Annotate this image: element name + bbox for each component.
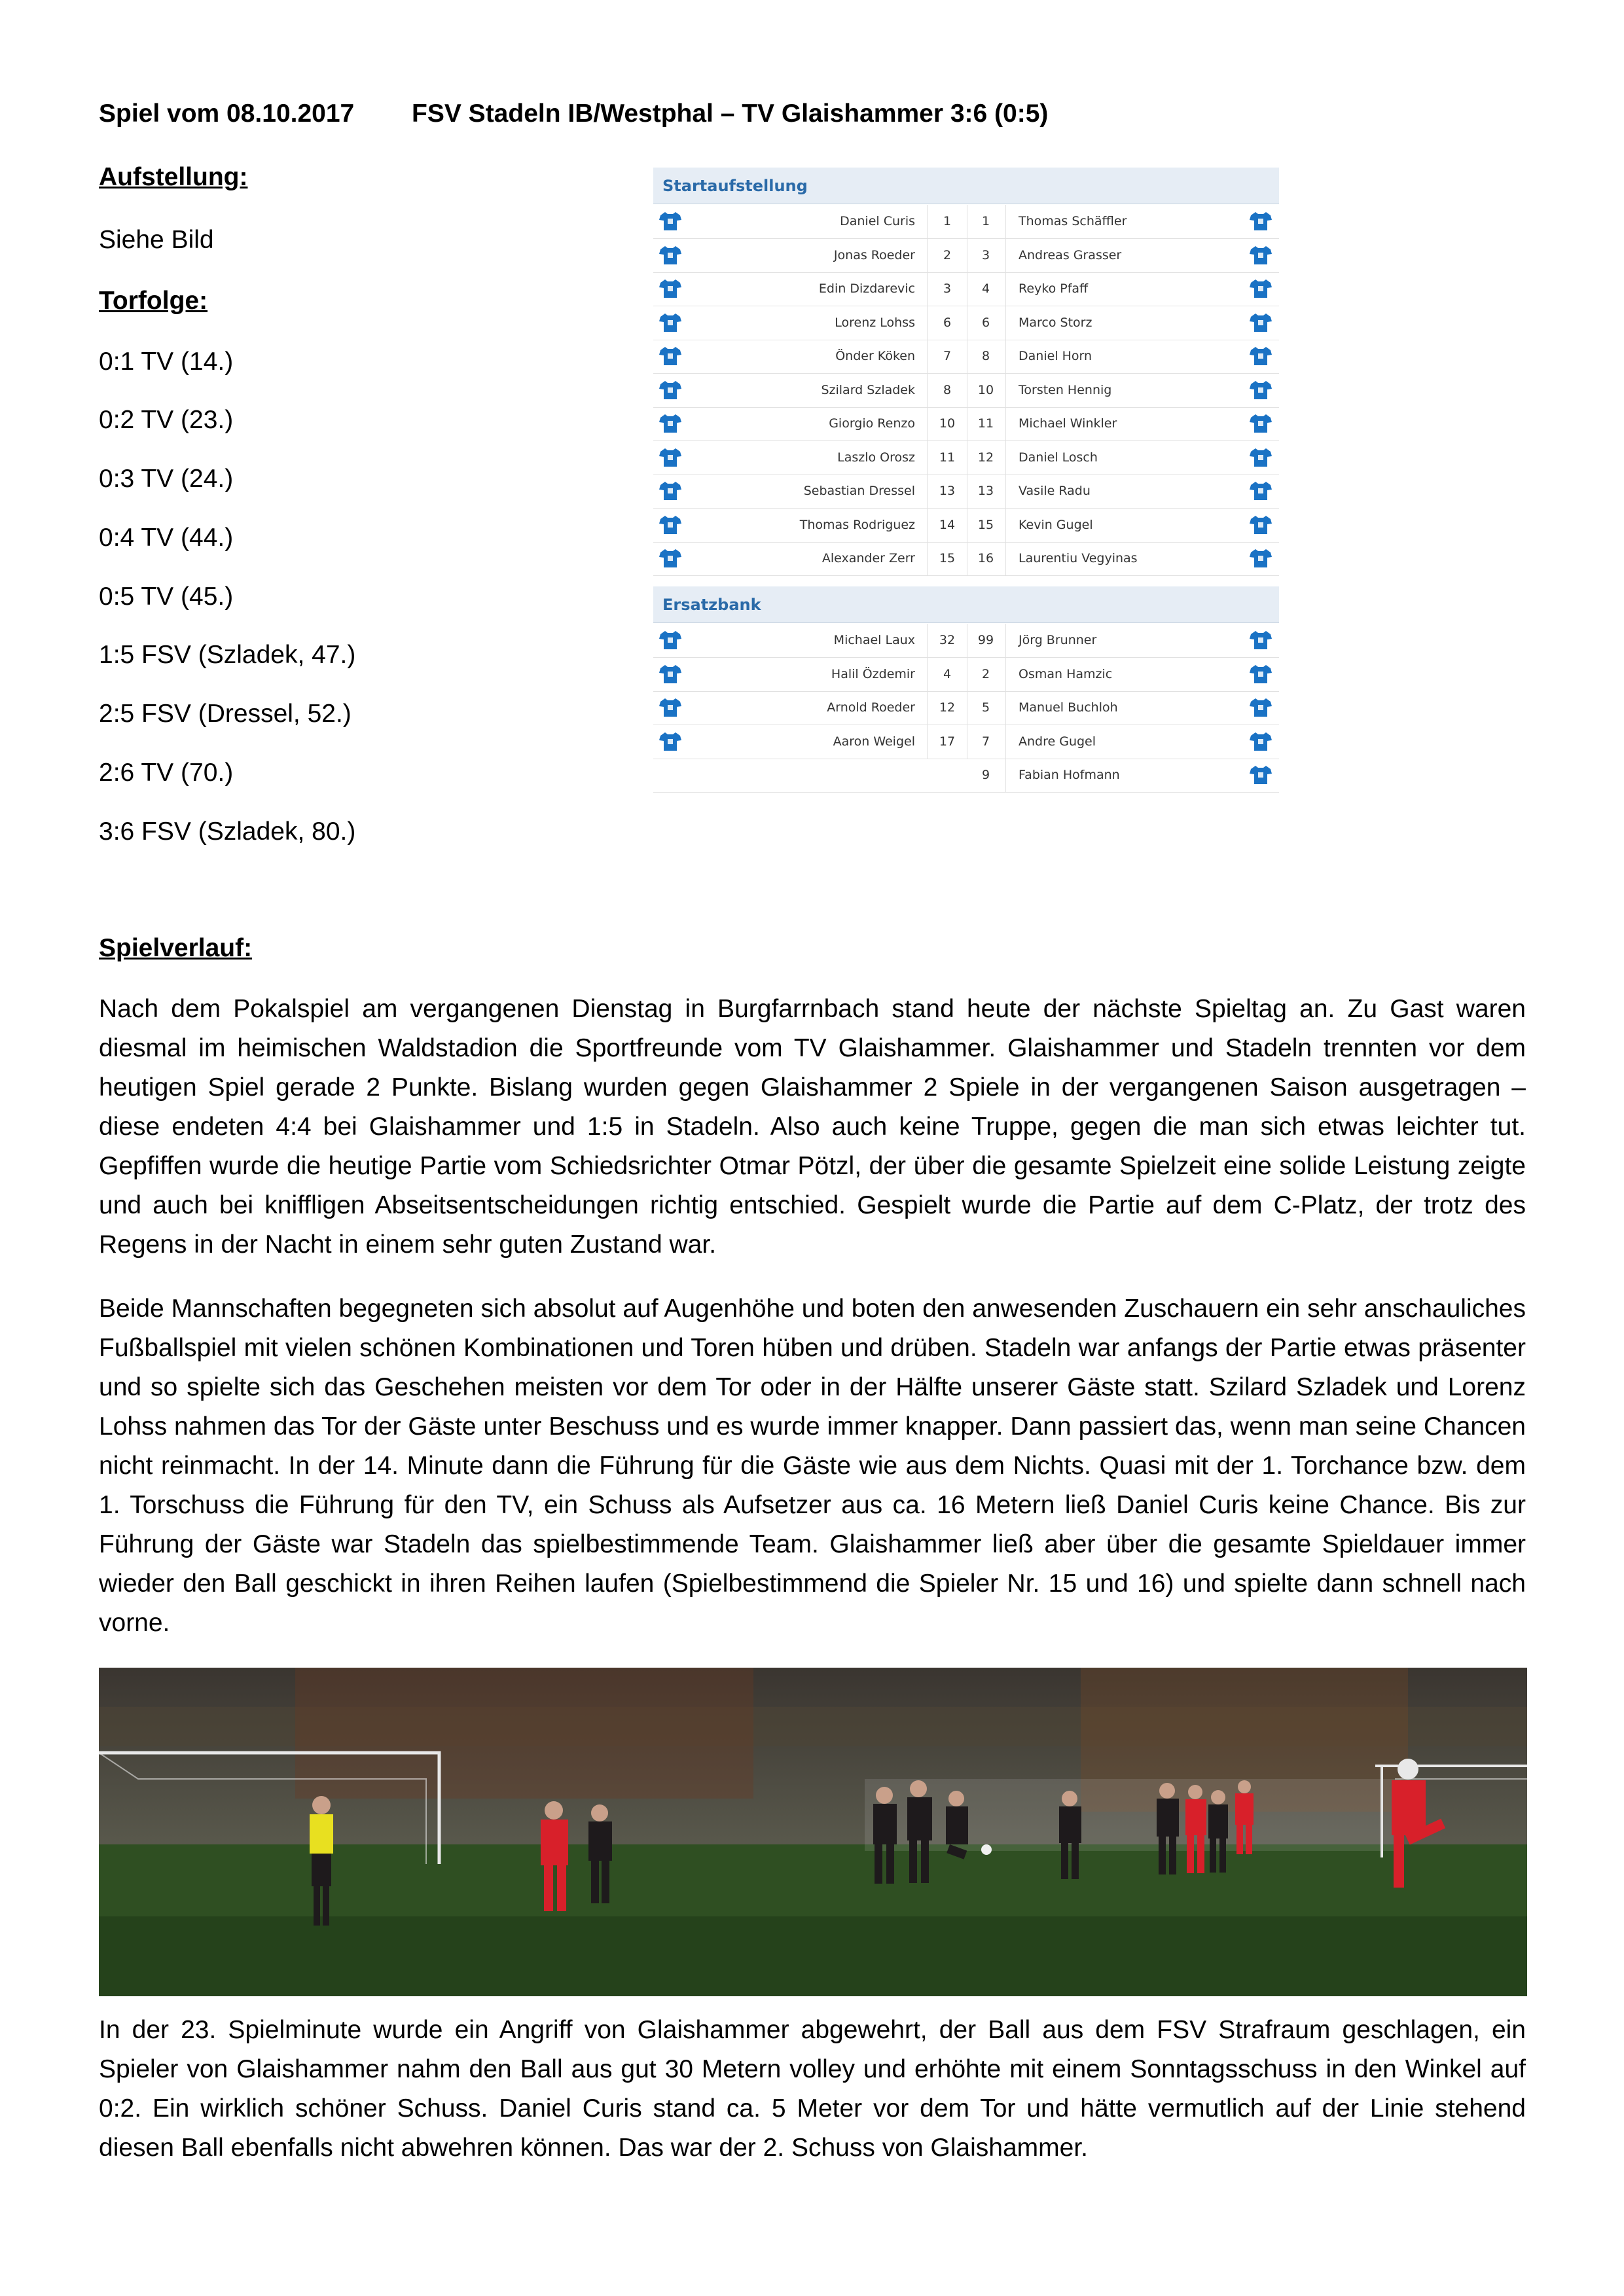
home-player-number: 32: [927, 624, 967, 657]
jersey-icon: [1249, 380, 1272, 401]
away-player-name: Daniel Horn: [1019, 349, 1092, 363]
away-player-name: Laurentiu Vegyinas: [1019, 551, 1138, 565]
home-player-name: Önder Köken: [835, 349, 915, 363]
jersey-icon: [659, 346, 682, 367]
jersey-icon: [1249, 731, 1272, 752]
home-player-name: Michael Laux: [833, 633, 915, 647]
lineup-row: [653, 542, 1279, 576]
lineup-row: [653, 475, 1279, 509]
home-player-name: Giorgio Renzo: [829, 416, 915, 431]
jersey-icon: [1249, 211, 1272, 232]
jersey-icon: [1249, 278, 1272, 299]
away-player-name: Reyko Pfaff: [1019, 281, 1089, 296]
away-player-number: 2: [966, 658, 1006, 691]
jersey-icon: [1249, 413, 1272, 434]
away-player-number: 4: [966, 272, 1006, 306]
away-player-number: 11: [966, 407, 1006, 440]
away-player-number: 13: [966, 475, 1006, 508]
match-result: FSV Stadeln IB/Westphal – TV Glaishammer 3:6 (0:5): [412, 99, 1049, 128]
report-paragraph: Nach dem Pokalspiel am vergangenen Dienstag in Burgfarrnbach stand heute der nächste Spieltag an. Zu Gast waren diesmal im heimischen Waldstadion die Sportfreunde vom TV Glaishammer. Glaishammer und Stadeln trennten vor dem heutigen Spiel gerade 2 Punkte. Bislang wurden gegen Glaishammer 2 Spiele in der vergangenen Saison ausgetragen – diese endeten 4:4 bei Glaishammer und 1:5 in Stadeln. Also auch keine Truppe, gegen die man sich etwas leichter tut. Gepfiffen wurde die heutige Partie vom Schiedsrichter Otmar Pötzl, der über die gesamte Spielzeit eine solide Leistung zeigte und auch bei kniffligen Abseitsentscheidungen richtig entschied. Gespielt wurde die Partie auf dem C-Platz, der trotz des Regens in der Nacht in einem sehr guten Zustand war.: [99, 995, 1526, 1259]
jersey-icon: [659, 480, 682, 501]
away-player-number: 5: [966, 691, 1006, 725]
home-player-number: 15: [927, 542, 967, 575]
away-player-name: Thomas Schäffler: [1019, 214, 1127, 228]
home-player-number: 1: [927, 205, 967, 238]
home-player-name: Laszlo Orosz: [837, 450, 915, 465]
lineup-row: [653, 441, 1279, 475]
match-photo-illustration: [99, 1668, 1527, 1996]
goal-entry: 0:1 TV (14.): [99, 348, 234, 376]
home-player-number: 14: [927, 509, 967, 542]
away-player-name: Fabian Hofmann: [1019, 768, 1120, 782]
goal-entry: 3:6 FSV (Szladek, 80.): [99, 817, 356, 846]
home-player-name: Halil Özdemir: [831, 666, 915, 681]
bench-header: Ersatzbank: [653, 586, 1279, 623]
jersey-icon: [659, 312, 682, 333]
home-player-name: Jonas Roeder: [833, 247, 915, 262]
lineup-row: [653, 759, 1279, 793]
jersey-icon: [659, 447, 682, 468]
home-player-name: Sebastian Dressel: [803, 484, 915, 498]
goal-entry: 2:5 FSV (Dressel, 52.): [99, 700, 352, 728]
jersey-icon: [659, 413, 682, 434]
jersey-icon: [659, 211, 682, 232]
away-player-number: 7: [966, 725, 1006, 759]
away-player-number: 12: [966, 441, 1006, 475]
home-player-number: 13: [927, 475, 967, 508]
away-player-number: 3: [966, 239, 1006, 272]
jersey-icon: [1249, 697, 1272, 718]
lineup-row: [653, 239, 1279, 273]
home-player-number: 10: [927, 407, 967, 440]
home-player-number: 17: [927, 725, 967, 759]
match-header: [99, 99, 1049, 128]
lineup-row: [653, 725, 1279, 759]
aufstellung-title: Aufstellung:: [99, 163, 248, 191]
away-player-number: 99: [966, 624, 1006, 657]
home-player-number: 7: [927, 340, 967, 373]
goal-entry: 0:4 TV (44.): [99, 524, 234, 552]
ball: [981, 1844, 992, 1855]
away-player-number: 10: [966, 374, 1006, 407]
home-player-number: 8: [927, 374, 967, 407]
aufstellung-text: Siehe Bild: [99, 226, 214, 254]
away-player-name: Kevin Gugel: [1019, 517, 1093, 532]
lineup-table: [653, 168, 1279, 794]
home-player-number: 12: [927, 691, 967, 725]
home-player-name: Lorenz Lohss: [835, 315, 915, 330]
away-player-name: Jörg Brunner: [1019, 633, 1097, 647]
home-player-name: Thomas Rodriguez: [799, 517, 915, 532]
away-player-name: Michael Winkler: [1019, 416, 1117, 431]
jersey-icon: [659, 380, 682, 401]
away-player-name: Vasile Radu: [1019, 484, 1091, 498]
torfolge-title: Torfolge:: [99, 287, 208, 315]
lineup-row: [653, 374, 1279, 408]
away-player-name: Manuel Buchloh: [1019, 700, 1118, 715]
lineup-row: [653, 624, 1279, 658]
match-photo: [99, 1668, 1527, 1996]
home-player-name: Aaron Weigel: [833, 734, 915, 749]
jersey-icon: [1249, 245, 1272, 266]
spielverlauf-title: Spielverlauf:: [99, 934, 253, 962]
away-player-number: 6: [966, 306, 1006, 340]
jersey-icon: [659, 664, 682, 685]
jersey-icon: [659, 697, 682, 718]
jersey-icon: [1249, 447, 1272, 468]
lineup-row: [653, 691, 1279, 725]
home-player-number: 6: [927, 306, 967, 340]
goal-entry: 0:2 TV (23.): [99, 406, 234, 434]
home-player-name: Szilard Szladek: [821, 382, 915, 397]
away-player-name: Marco Storz: [1019, 315, 1092, 330]
goal-entry: 0:5 TV (45.): [99, 583, 234, 611]
jersey-icon: [659, 731, 682, 752]
home-player-number: 11: [927, 441, 967, 475]
jersey-icon: [1249, 346, 1272, 367]
lineup-row: [653, 205, 1279, 239]
away-player-number: 9: [966, 759, 1006, 792]
jersey-icon: [659, 278, 682, 299]
jersey-icon: [1249, 480, 1272, 501]
lineup-row: [653, 407, 1279, 441]
home-player-name: Edin Dizdarevic: [818, 281, 915, 296]
jersey-icon: [659, 245, 682, 266]
home-player-number: 4: [927, 658, 967, 691]
lineup-row: [653, 272, 1279, 306]
away-player-name: Andre Gugel: [1019, 734, 1096, 749]
away-player-number: 16: [966, 542, 1006, 575]
away-player-number: 8: [966, 340, 1006, 373]
start-lineup-header: Startaufstellung: [653, 168, 1279, 204]
report-paragraph: In der 23. Spielminute wurde ein Angriff von Glaishammer abgewehrt, der Ball aus dem FSV Strafraum geschlagen, ein Spieler von Glaishammer nahm den Ball aus gut 30 Metern volley und erhöhte mit einem Sonntagsschuss in den Winkel auf 0:2. Ein wirklich schöner Schuss. Daniel Curis stand ca. 5 Meter vor dem Tor und hätte vermutlich auf der Linie stehend diesen Ball ebenfalls nicht abwehren können. Das war der 2. Schuss von Glaishammer.: [99, 2016, 1526, 2162]
away-player-name: Torsten Hennig: [1019, 382, 1112, 397]
jersey-icon: [1249, 312, 1272, 333]
jersey-icon: [1249, 664, 1272, 685]
home-player-number: 2: [927, 239, 967, 272]
match-date: Spiel vom 08.10.2017: [99, 99, 355, 128]
jersey-icon: [1249, 548, 1272, 569]
home-player-name: Alexander Zerr: [821, 551, 915, 565]
goal-entry: 0:3 TV (24.): [99, 465, 234, 493]
lineup-row: [653, 340, 1279, 374]
home-player-number: 3: [927, 272, 967, 306]
jersey-icon: [659, 514, 682, 535]
home-player-name: Daniel Curis: [840, 214, 915, 228]
lineup-row: [653, 509, 1279, 543]
jersey-icon: [1249, 630, 1272, 651]
jersey-icon: [659, 630, 682, 651]
report-paragraph: Beide Mannschaften begegneten sich absolut auf Augenhöhe und boten den anwesenden Zuschauern ein sehr anschauliches Fußballspiel mit vielen schönen Kombinationen und Toren hüben und drüben. Stadeln war anfangs der Partie etwas präsenter und so spielte sich das Geschehen meisten vor dem Tor oder in der Hälfte unserer Gäste statt. Szilard Szladek und Lorenz Lohss nahmen das Tor der Gäste unter Beschuss und es wurde immer knapper. Dann passiert das, wenn man seine Chancen nicht reinmacht. In der 14. Minute dann die Führung für die Gäste wie aus dem Nichts. Quasi mit der 1. Torchance bzw. dem 1. Torschuss die Führung für den TV, ein Schuss als Aufsetzer aus ca. 16 Metern ließ Daniel Curis keine Chance. Bis zur Führung der Gäste war Stadeln das spielbestimmende Team. Glaishammer ließ aber über die gesamte Spieldauer immer wieder den Ball geschickt in ihren Reihen laufen (Spielbestimmend die Spieler Nr. 15 und 16) und spielte dann schnell nach vorne.: [99, 1295, 1526, 1637]
goal-entry: 2:6 TV (70.): [99, 759, 234, 787]
lineup-row: [653, 306, 1279, 340]
away-player-number: 15: [966, 509, 1006, 542]
jersey-icon: [659, 548, 682, 569]
away-player-number: 1: [966, 205, 1006, 238]
jersey-icon: [1249, 514, 1272, 535]
away-player-name: Andreas Grasser: [1019, 247, 1122, 262]
away-player-name: Osman Hamzic: [1019, 666, 1113, 681]
jersey-icon: [1249, 764, 1272, 785]
goal-entry: 1:5 FSV (Szladek, 47.): [99, 641, 356, 669]
away-player-name: Daniel Losch: [1019, 450, 1098, 465]
home-player-name: Arnold Roeder: [827, 700, 915, 715]
lineup-row: [653, 658, 1279, 692]
